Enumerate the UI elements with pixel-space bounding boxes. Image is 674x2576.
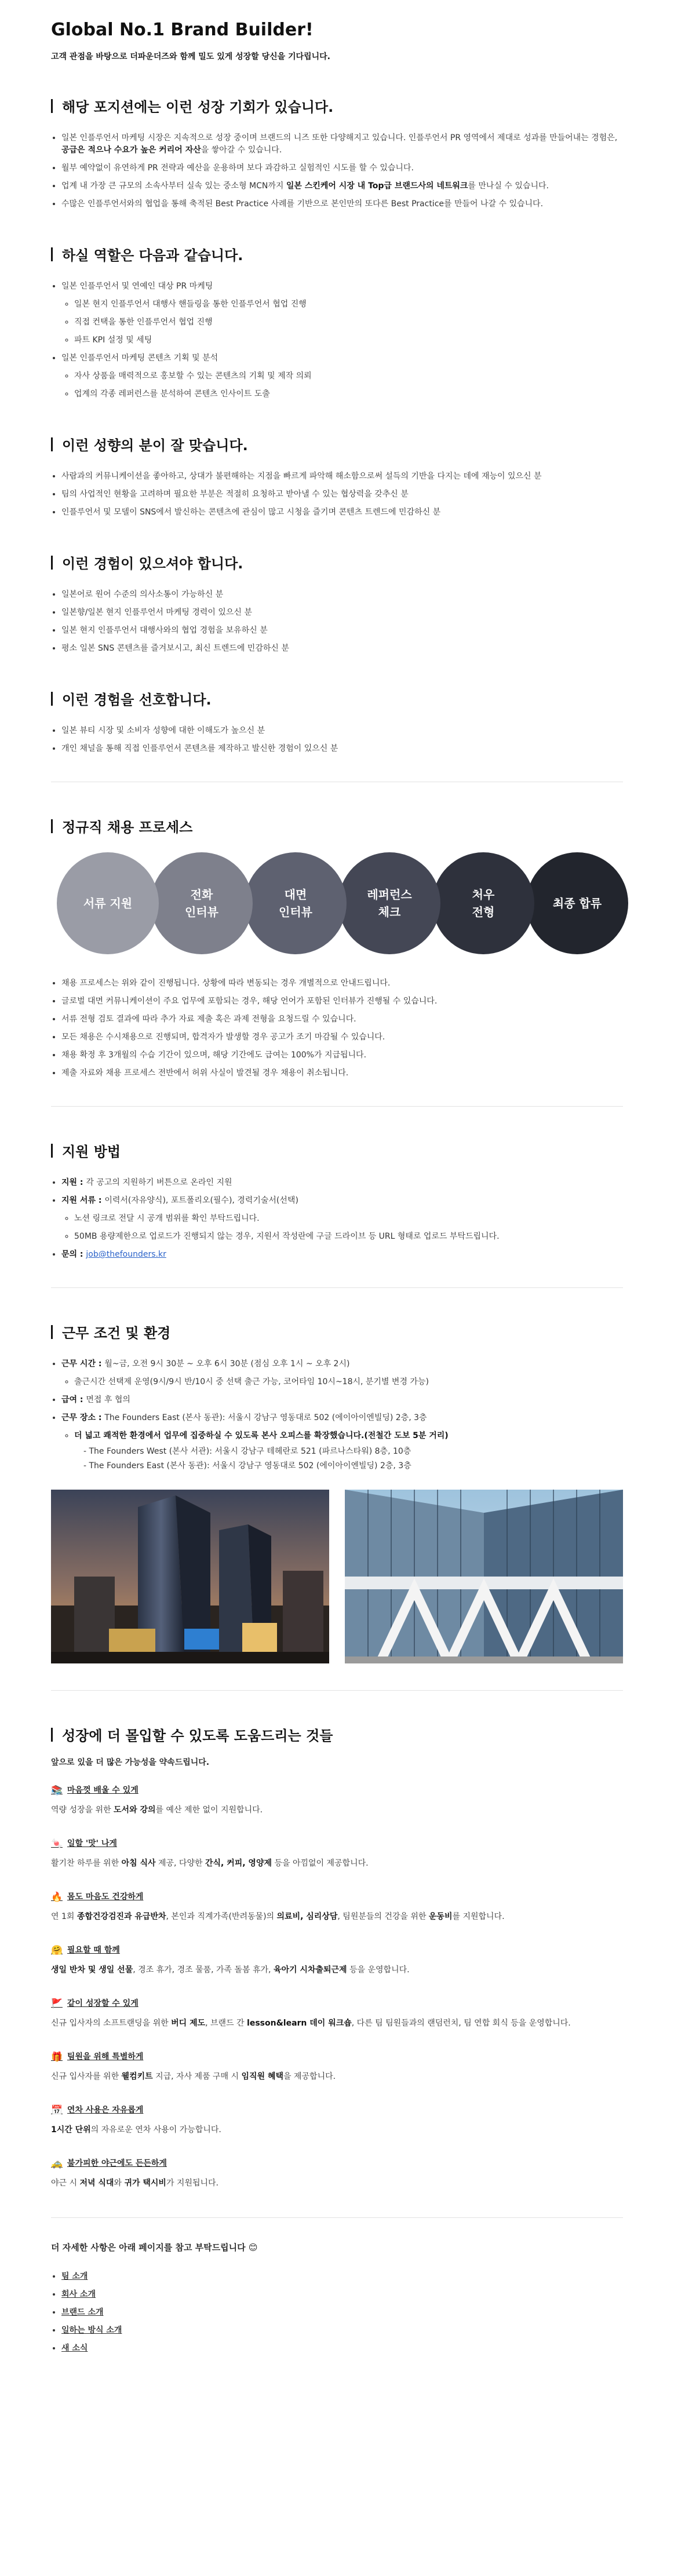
roles-list	[51, 280, 623, 400]
growth-opportunity-title: 해당 포지션에는 이런 성장 기회가 있습니다.	[62, 99, 334, 115]
heading-bar	[51, 1728, 53, 1742]
heading-bar	[51, 247, 53, 261]
benefit-heading[interactable]	[51, 2104, 623, 2115]
benefit-item	[51, 1837, 623, 1871]
benefit-heading[interactable]	[51, 2157, 623, 2169]
growth-item-bold: 일본 스킨케어 시장 내 Top급 브랜드사의 네트워크	[286, 181, 468, 191]
benefit-item	[51, 2157, 623, 2191]
building-entrance-image	[345, 1490, 623, 1663]
benefit-body-text: 을 제공합니다.	[283, 2072, 336, 2081]
role-sub-item: ◦ 파트 KPI 설정 및 세팅	[74, 334, 623, 346]
benefit-body	[51, 1962, 623, 1977]
benefit-heading-text[interactable]: 연차 사용은 자유롭게	[67, 2106, 144, 2115]
office-expansion-note	[74, 1430, 623, 1472]
apply-channel	[61, 1177, 623, 1189]
growth-support-section	[51, 1724, 623, 2191]
apply-docs-text: 이력서(자유양식), 포트폴리오(필수), 경력기술서(선택)	[104, 1196, 298, 1205]
benefit-body-bold: 귀가 택시비	[124, 2179, 166, 2188]
apply-channel-label: 지원 :	[61, 1178, 86, 1187]
process-title: 정규직 채용 프로세스	[62, 819, 193, 835]
benefit-body-bold: 생일 반차 및 생일 선물	[51, 1965, 133, 1975]
experience-item: • 일본어로 원어 수준의 의사소통이 가능하신 분	[61, 589, 623, 601]
benefit-body-bold: 웰컴키트	[121, 2072, 153, 2081]
benefit-body	[51, 1856, 623, 1871]
heading-bar	[51, 99, 53, 113]
experience-item: • 일본향/일본 현지 인플루언서 마케팅 경력이 있으신 분	[61, 607, 623, 619]
calendar-icon: 📅	[51, 2104, 63, 2115]
preferred-list	[51, 725, 623, 755]
benefit-body-bold: lesson&learn 데이 워크숍	[247, 2019, 352, 2028]
role-group-label: 일본 인플루언서 마케팅 콘텐츠 기획 및 분석	[61, 353, 218, 363]
more-link[interactable]: • 새 소식	[61, 2343, 623, 2355]
salary	[61, 1394, 623, 1406]
growth-opportunity-section	[51, 96, 623, 210]
benefit-body-text: , 본인과 직계가족(반려동물)의	[166, 1912, 277, 1921]
benefit-body-bold: 간식, 커피, 영양제	[205, 1859, 272, 1868]
benefit-item	[51, 1997, 623, 2031]
experience-section	[51, 552, 623, 655]
role-sub-list	[61, 298, 623, 346]
preferred-heading	[51, 688, 623, 709]
growth-item-text: 업계 내 가장 큰 규모의 소속사부터 실속 있는 중소형 MCN까지	[61, 181, 286, 191]
candy-icon: 🍬	[51, 1837, 63, 1849]
salary-label: 급여 :	[61, 1395, 86, 1404]
growth-item-text: 을 쌓아갈 수 있습니다.	[201, 145, 282, 155]
process-note: • 모든 채용은 수시채용으로 진행되며, 합격자가 발생할 경우 공고가 조기 마감될 수 있습니다.	[61, 1031, 623, 1043]
conditions-heading	[51, 1322, 623, 1342]
office-item: - The Founders East (본사 동관): 서울시 강남구 영동대로 502 (에이아이엔빌딩) 2층, 3층	[83, 1461, 411, 1471]
fit-title: 이런 성향의 분이 잘 맞습니다.	[62, 437, 248, 454]
benefit-body-bold: 종합건강검진과 유급반차	[76, 1912, 166, 1921]
benefit-heading[interactable]	[51, 1997, 623, 2009]
apply-doc-note: ◦ 50MB 용량제한으로 업로드가 진행되지 않는 경우, 지원서 작성란에 구글 드라이브 등 URL 형태로 업로드 부탁드립니다.	[74, 1231, 623, 1243]
benefit-body	[51, 2176, 623, 2191]
benefit-body-text: , 팀원분들의 건강을 위한	[337, 1912, 429, 1921]
benefit-body-text: 가 지원됩니다.	[166, 2179, 218, 2188]
process-step-3: 대면 인터뷰	[245, 852, 347, 954]
benefit-body-text: 신규 입사자를 위한	[51, 2072, 122, 2081]
benefit-body	[51, 1909, 623, 1924]
role-sub-item: ◦ 업계의 각종 레퍼런스를 분석하여 콘텐츠 인사이트 도출	[74, 388, 623, 400]
benefit-body	[51, 1803, 623, 1818]
benefit-body-text: 를 예산 제한 없이 지원합니다.	[155, 1805, 263, 1815]
process-step-4: 레퍼런스 체크	[338, 852, 440, 954]
smile-icon: 😊	[248, 2242, 258, 2253]
benefit-body-text: 등을 아낌없이 제공합니다.	[272, 1859, 369, 1868]
flag-icon: 🚩	[51, 1997, 63, 2009]
benefit-body-bold: 1시간 단위	[51, 2125, 91, 2134]
benefit-item	[51, 1784, 623, 1818]
role-sub-item: ◦ 자사 상품을 매력적으로 홍보할 수 있는 콘텐츠의 기획 및 제작 의뢰	[74, 370, 623, 382]
fit-section	[51, 434, 623, 519]
benefit-heading-text[interactable]: 불가피한 야근에도 든든하게	[67, 2159, 167, 2168]
benefit-heading-text[interactable]: 몸도 마음도 건강하게	[67, 1892, 144, 1902]
more-title	[51, 2241, 623, 2253]
office-photo-tower	[51, 1490, 329, 1663]
preferred-item: • 개인 채널을 통해 직접 인플루언서 콘텐츠를 제작하고 발신한 경험이 있으신 분	[61, 743, 623, 755]
benefit-body	[51, 2069, 623, 2084]
benefit-body-bold: 의료비, 심리상담	[276, 1912, 338, 1921]
benefit-body-bold: 임직원 혜택	[241, 2072, 284, 2081]
conditions-section	[51, 1322, 623, 1663]
heading-bar	[51, 556, 53, 570]
work-hours-text: 월~금, 오전 9시 30분 ~ 오후 6시 30분 (점심 오후 1시 ~ 오후 2시)	[104, 1359, 350, 1369]
page-subtitle: 고객 관점을 바탕으로 더파운더즈와 함께 밀도 있게 성장할 당신을 기다립니다.	[51, 52, 330, 61]
role-group-label: 일본 인플루언서 및 연예인 대상 PR 마케팅	[61, 282, 213, 291]
fit-item: • 인플루언서 및 모델이 SNS에서 발신하는 콘텐츠에 관심이 많고 시청을 즐기며 콘텐츠 트렌드에 민감하신 분	[61, 506, 623, 519]
roles-title: 하실 역할은 다음과 같습니다.	[62, 247, 243, 264]
experience-item: • 평소 일본 SNS 콘텐츠를 즐겨보시고, 최신 트렌드에 민감하신 분	[61, 643, 623, 655]
divider	[51, 1287, 623, 1288]
benefit-heading-text[interactable]: 같이 성장할 수 있게	[67, 1999, 139, 2008]
process-note: • 채용 프로세스는 위와 같이 진행됩니다. 상황에 따라 변동되는 경우 개별적으로 안내드립니다.	[61, 977, 623, 990]
more-section	[51, 2241, 623, 2355]
apply-inquiry-label: 문의 :	[61, 1250, 86, 1259]
preferred-section	[51, 688, 623, 755]
more-link[interactable]: • 팀 소개	[61, 2271, 623, 2283]
work-place-label: 근무 장소 :	[61, 1413, 105, 1422]
benefit-body-text: 지급, 자사 제품 구매 시	[152, 2072, 242, 2081]
office-photo-entrance	[345, 1490, 623, 1663]
benefit-item	[51, 1944, 623, 1977]
process-steps	[57, 852, 623, 954]
benefit-heading[interactable]	[51, 1784, 623, 1796]
roles-section	[51, 244, 623, 400]
growth-item	[61, 132, 623, 156]
growth-item	[61, 180, 623, 192]
benefit-body-text: 신규 입사자의 소프트랜딩을 위한	[51, 2019, 172, 2028]
benefit-heading[interactable]	[51, 2050, 623, 2062]
growth-item-bold: 공급은 적으나 수요가 높은 커리어 자산	[61, 145, 201, 155]
benefit-body	[51, 2016, 623, 2031]
benefit-body-text: 야근 시	[51, 2179, 80, 2188]
process-step-1: 서류 지원	[57, 852, 159, 954]
process-heading	[51, 816, 623, 836]
benefit-body-text: , 경조 휴가, 경조 물품, 가족 돌봄 휴가,	[133, 1965, 274, 1975]
benefit-body-text: 를 지원합니다.	[452, 1912, 505, 1921]
process-note: • 글로벌 대면 커뮤니케이션이 주요 업무에 포함되는 경우, 해당 언어가 포함된 인터뷰가 진행될 수 있습니다.	[61, 995, 623, 1008]
heading-bar	[51, 819, 53, 833]
work-hours-label: 근무 시간 :	[61, 1359, 105, 1369]
apply-doc-note: ◦ 노션 링크로 전달 시 공개 범위를 확인 부탁드립니다.	[74, 1213, 623, 1225]
apply-channel-text: 각 공고의 지원하기 버튼으로 온라인 지원	[86, 1178, 232, 1187]
benefits-list	[51, 1784, 623, 2191]
divider	[51, 2217, 623, 2218]
role-group	[61, 280, 623, 346]
benefit-body-text: 등을 운영합니다.	[347, 1965, 410, 1975]
growth-item-text: 를 만나실 수 있습니다.	[468, 181, 549, 191]
hug-icon: 🤗	[51, 1944, 63, 1955]
experience-item: • 일본 현지 인플루언서 대행사와의 협업 경험을 보유하신 분	[61, 625, 623, 637]
experience-title: 이런 경험이 있으셔야 합니다.	[62, 556, 243, 572]
benefit-heading[interactable]	[51, 1944, 623, 1955]
fit-list	[51, 470, 623, 519]
benefit-body-bold: 도서와 강의	[114, 1805, 156, 1815]
office-item: - The Founders West (본사 서관): 서울시 강남구 테헤란로 521 (파르나스타워) 8층, 10층	[83, 1447, 411, 1456]
benefit-body-bold: 아침 식사	[121, 1859, 156, 1868]
process-step-6: 최종 합류	[526, 852, 628, 954]
apply-docs	[61, 1195, 623, 1243]
growth-opportunity-list	[51, 132, 623, 210]
benefit-body-text: , 브랜드 간	[205, 2019, 247, 2028]
more-link[interactable]: • 브랜드 소개	[61, 2307, 623, 2319]
apply-section	[51, 1140, 623, 1261]
growth-item	[61, 162, 623, 174]
role-sub-item: ◦ 일본 현지 인플루언서 대행사 핸들링을 통한 인플루언서 협업 진행	[74, 298, 623, 311]
work-hours-note: ◦ 출근시간 선택제 운영(9시/9시 반/10시 중 선택 출근 가능, 코어타임 10시~18시, 분기별 변경 가능)	[74, 1376, 623, 1388]
role-sub-item: ◦ 직접 컨택을 통한 인플루언서 협업 진행	[74, 316, 623, 329]
work-place-text: The Founders East (본사 동관): 서울시 강남구 영동대로 502 (에이아이엔빌딩) 2층, 3층	[104, 1413, 427, 1422]
tower-night-image	[51, 1490, 329, 1663]
experience-list	[51, 589, 623, 655]
process-step-5: 처우 전형	[432, 852, 534, 954]
growth-support-title: 성장에 더 몰입할 수 있도록 도움드리는 것들	[62, 1728, 333, 1744]
benefit-heading[interactable]	[51, 1837, 623, 1849]
apply-inquiry	[61, 1249, 623, 1261]
benefit-body	[51, 2122, 623, 2137]
growth-item-text: 월부 예약없이 유연하게 PR 전략과 예산을 운용하며 보다 과감하고 실험적인 시도를 할 수 있습니다.	[61, 163, 414, 173]
benefit-body-text: 연 1회	[51, 1912, 77, 1921]
apply-heading	[51, 1140, 623, 1161]
preferred-title: 이런 경험을 선호합니다.	[62, 692, 212, 708]
conditions-list	[51, 1358, 623, 1472]
page-title: Global No.1 Brand Builder!	[51, 20, 314, 40]
fit-item: • 팀의 사업적인 현황을 고려하며 필요한 부분은 적절히 요청하고 받아낼 수 있는 협상력을 갖추신 분	[61, 488, 623, 501]
process-step-2: 전화 인터뷰	[151, 852, 253, 954]
benefit-heading-text[interactable]: 팀원을 위해 특별하게	[67, 2052, 144, 2061]
process-note: • 채용 확정 후 3개월의 수습 기간이 있으며, 해당 기간에도 급여는 100%가 지급됩니다.	[61, 1049, 623, 1061]
benefit-body-text: 활기찬 하루를 위한	[51, 1859, 122, 1868]
benefit-heading-text[interactable]: 필요할 때 함께	[67, 1946, 120, 1955]
roles-heading	[51, 244, 623, 264]
more-link[interactable]: • 일하는 방식 소개	[61, 2325, 623, 2337]
apply-doc-notes	[61, 1213, 623, 1243]
heading-bar	[51, 1144, 53, 1158]
apply-title: 지원 방법	[62, 1144, 121, 1160]
benefit-body-bold: 저녁 식대	[79, 2179, 114, 2188]
divider	[51, 1690, 623, 1691]
benefit-body-text: 역량 성장을 위한	[51, 1805, 114, 1815]
growth-item-text: 일본 인플루언서 마케팅 시장은 지속적으로 성장 중이며 브랜드의 니즈 또한 다양해지고 있습니다. 인플루언서 PR 영역에서 제대로 성과를 만들어내는 경험은,	[61, 133, 618, 143]
more-link[interactable]: • 회사 소개	[61, 2289, 623, 2301]
process-note: • 제출 자료와 채용 프로세스 전반에서 허위 사실이 발견될 경우 채용이 취소됩니다.	[61, 1067, 623, 1079]
inquiry-email-link[interactable]: job@thefounders.kr	[86, 1250, 166, 1259]
heading-bar	[51, 437, 53, 451]
benefit-item	[51, 2050, 623, 2084]
office-photos	[51, 1490, 623, 1663]
office-expansion-text: 더 넓고 쾌적한 환경에서 업무에 집중하실 수 있도록 본사 오피스를 확장했습니다.(전철간 도보 5분 거리)	[74, 1431, 449, 1440]
more-links	[51, 2271, 623, 2355]
heading-bar	[51, 692, 53, 706]
benefit-body-bold: 버디 제도	[171, 2019, 206, 2028]
apply-list	[51, 1177, 623, 1261]
benefit-body-text: 제공, 다양한	[155, 1859, 205, 1868]
role-sub-list	[61, 370, 623, 400]
benefit-body-text: 의 자유로운 연차 사용이 가능합니다.	[90, 2125, 221, 2134]
benefit-heading-text[interactable]: 마음껏 배울 수 있게	[67, 1786, 139, 1795]
preferred-item: • 일본 뷰티 시장 및 소비자 성향에 대한 이해도가 높으신 분	[61, 725, 623, 737]
books-icon: 📚	[51, 1784, 63, 1796]
salary-text: 면접 후 협의	[86, 1395, 130, 1404]
benefit-body-text: , 다른 팀 팀원들과의 랜덤런치, 팀 연합 회식 등을 운영합니다.	[351, 2019, 571, 2028]
fire-icon: 🔥	[51, 1891, 63, 1902]
fit-item: • 사람과의 커뮤니케이션을 좋아하고, 상대가 불편해하는 지점을 빠르게 파악해 해소함으로써 설득의 기반을 다지는 데에 재능이 있으신 분	[61, 470, 623, 483]
growth-support-heading	[51, 1724, 623, 1745]
benefit-body-bold: 육아기 시차출퇴근제	[273, 1965, 347, 1975]
experience-heading	[51, 552, 623, 572]
car-icon: 🚕	[51, 2157, 63, 2169]
benefit-body-bold: 운동비	[428, 1912, 453, 1921]
growth-item-text: 수많은 인플루언서와의 협업을 통해 축적된 Best Practice 사례를 기반으로 본인만의 또다른 Best Practice를 만들어 나갈 수 있습니다.	[61, 199, 544, 209]
work-hours	[61, 1358, 623, 1388]
work-place	[61, 1412, 623, 1472]
benefit-heading-text[interactable]: 일할 '맛' 나게	[67, 1839, 117, 1848]
process-section	[51, 816, 623, 1079]
growth-item	[61, 198, 623, 210]
process-notes	[51, 977, 623, 1079]
benefit-body-text: 와	[114, 2179, 125, 2188]
benefit-item	[51, 2104, 623, 2137]
growth-support-intro: 앞으로 있을 더 많은 가능성을 약속드립니다.	[51, 1758, 210, 1767]
benefit-item	[51, 1891, 623, 1924]
apply-docs-label: 지원 서류 :	[61, 1196, 105, 1205]
work-place-sub	[61, 1430, 623, 1472]
divider	[51, 1106, 623, 1107]
fit-heading	[51, 434, 623, 454]
gift-icon: 🎁	[51, 2050, 63, 2062]
more-title-text: 더 자세한 사항은 아래 페이지를 참고 부탁드립니다	[51, 2242, 246, 2253]
work-hours-sub	[61, 1376, 623, 1388]
conditions-title: 근무 조건 및 환경	[62, 1325, 171, 1341]
process-note: • 서류 전형 검토 결과에 따라 추가 자료 제출 혹은 과제 전형을 요청드릴 수 있습니다.	[61, 1013, 623, 1026]
heading-bar	[51, 1325, 53, 1339]
benefit-heading[interactable]	[51, 1891, 623, 1902]
office-list	[74, 1446, 623, 1472]
growth-opportunity-heading	[51, 96, 623, 116]
role-group	[61, 352, 623, 400]
